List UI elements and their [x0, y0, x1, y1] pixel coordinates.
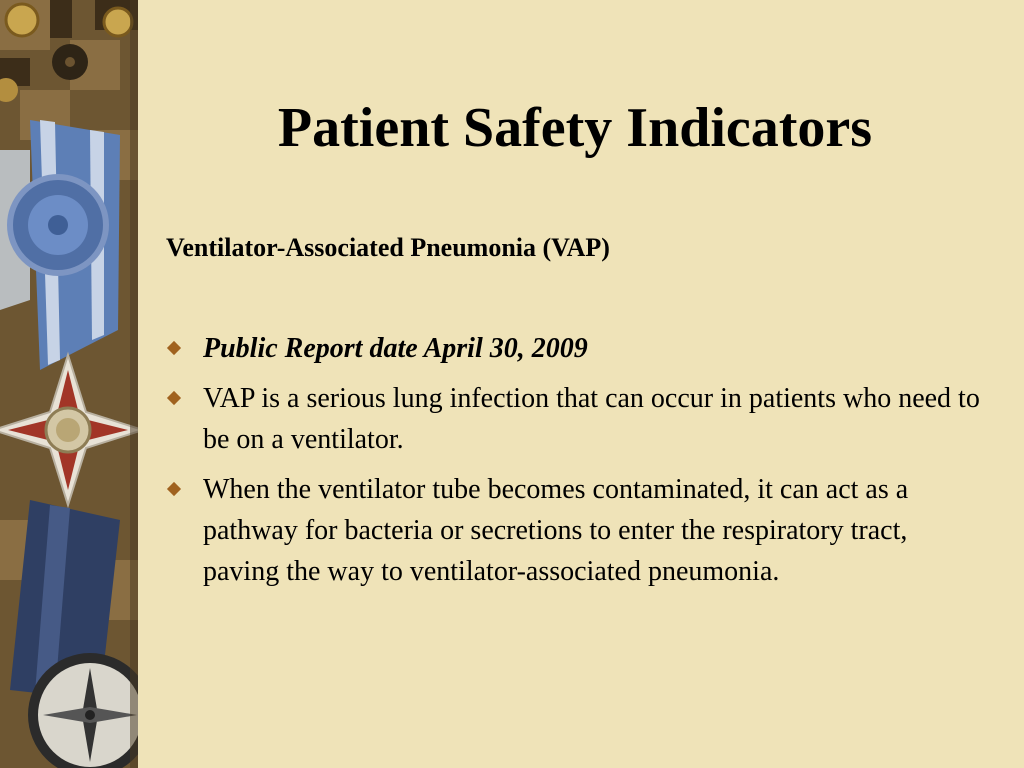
medals-artwork — [0, 0, 138, 768]
bullet-item-report-date — [166, 328, 986, 369]
bullet-text: Public Report date April 30, 2009 — [203, 333, 588, 364]
diamond-bullet-icon — [167, 391, 181, 405]
diamond-bullet-icon — [167, 341, 181, 355]
bullet-item-vap-definition — [166, 378, 986, 460]
bullet-list — [166, 328, 986, 601]
slide-subtitle: Ventilator-Associated Pneumonia (VAP) — [166, 233, 610, 262]
diamond-bullet-icon — [167, 482, 181, 496]
bullet-item-vap-cause — [166, 469, 986, 592]
decorative-medals-strip — [0, 0, 138, 768]
bullet-text: VAP is a serious lung infection that can occur in patients who need to be on a ventilator. — [203, 383, 980, 455]
bullet-text: When the ventilator tube becomes contaminated, it can act as a pathway for bacteria or secretions to enter the respiratory tract, paving the way to ventilator-associated pneumonia. — [203, 474, 909, 587]
slide-title: Patient Safety Indicators — [277, 97, 873, 159]
